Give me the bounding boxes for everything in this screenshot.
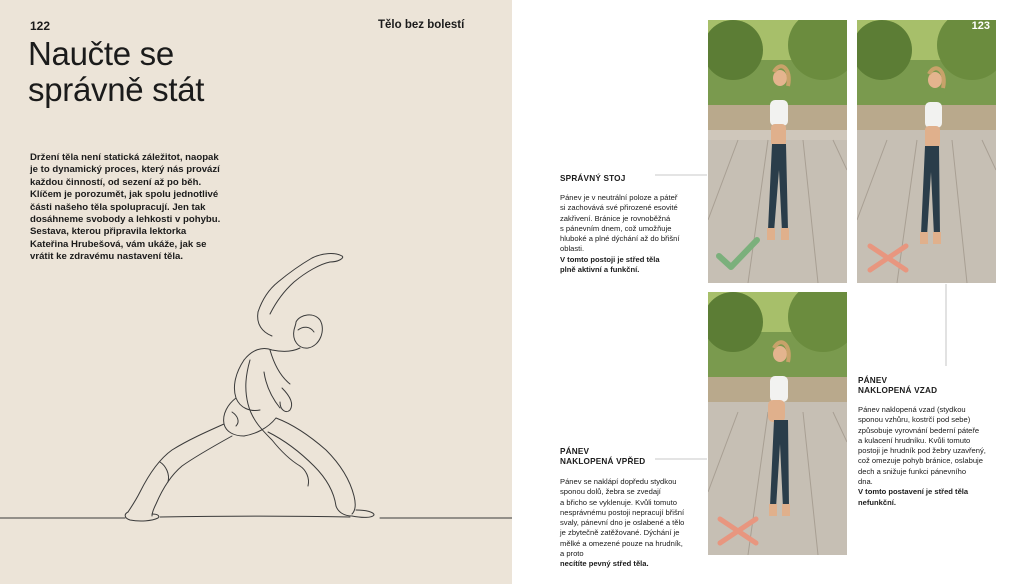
text-line: hluboké a plné dýchání až do břišní — [560, 234, 680, 244]
connector-line — [655, 454, 709, 464]
heading-line: SPRÁVNÝ STOJ — [560, 174, 626, 183]
intro-line: Držení těla není statická záležitot, naopak — [30, 152, 219, 163]
correct-stance-heading — [560, 174, 626, 184]
intro-line: Kateřina Hrubešová, vám ukáže, jak se — [30, 238, 207, 250]
text-line: což omezuje pohyb bránice, oslabuje — [858, 456, 983, 466]
text-line: a kulacení hrudníku. Kvůli tomuto — [858, 435, 971, 445]
text-line: postoji je hrudník pod žebry uzavřený, — [858, 446, 986, 456]
text-line-bold: necítíte pevný střed těla. — [560, 559, 649, 569]
text-line: dna. — [858, 477, 873, 487]
page-number-left: 122 — [30, 19, 51, 33]
text-line-bold: V tomto postoji je střed těla — [560, 254, 660, 264]
running-head: Tělo bez bolestí — [378, 19, 465, 31]
pelvis-forward-heading — [560, 447, 645, 467]
heading-line: NAKLOPENÁ VZAD — [858, 386, 938, 395]
heading-line: PÁNEV — [560, 447, 590, 456]
title-line: Naučte se — [28, 35, 174, 72]
connector-line — [655, 170, 709, 180]
pelvis-forward-text — [560, 477, 684, 570]
text-line: a břicho se vyklenuje. Kvůli tomuto — [560, 497, 677, 507]
page-title — [28, 36, 204, 108]
cross-icon — [716, 515, 760, 547]
page-number-right: 123 — [971, 20, 990, 32]
title-line: správně stát — [28, 71, 205, 108]
heading-line: NAKLOPENÁ VPŘED — [560, 457, 646, 466]
text-line: zakřivení. Bránice je rovnoběžná — [560, 213, 671, 223]
text-line: oblasti. — [560, 244, 585, 254]
connector-line — [942, 284, 950, 368]
intro-line: Sestava, kterou připravila lektorka — [30, 226, 187, 238]
intro-line: vrátit ke zdravému nastavení těla. — [30, 251, 184, 263]
text-line: dech a snižuje funkci pánevního — [858, 466, 967, 476]
text-line-bold: nefunkční. — [858, 497, 896, 507]
intro-line: každou činností, od sezení až po běh. — [30, 176, 202, 188]
text-line: a proto — [560, 549, 584, 559]
pelvis-back-heading — [858, 376, 937, 396]
text-line-bold: V tomto postavení je střed těla — [858, 487, 969, 497]
intro-line: dosáhneme svobody a lehkosti v pohybu. — [30, 214, 221, 226]
intro-line: části našeho těla spolupracují. Jen tak — [30, 201, 206, 213]
text-line: je zbytečně zatěžované. Dýchání je — [560, 528, 680, 538]
check-icon — [715, 236, 761, 272]
pelvis-back-text — [858, 405, 986, 508]
text-line: s pánevním dnem, což umožňuje — [560, 223, 672, 233]
cross-icon — [866, 242, 910, 274]
text-line: Pánev naklopená vzad (stydkou — [858, 405, 966, 414]
text-line: svaly, pánevní dno je oslabené a tělo — [560, 518, 685, 528]
intro-line: je to dynamický proces, který nás provází — [30, 164, 220, 176]
text-line: Pánev se naklápí dopředu stydkou — [560, 477, 677, 486]
correct-stance-text — [560, 193, 679, 275]
text-line: sponou dolů, žebra se zvedají — [560, 487, 661, 497]
text-line: sponou vzhůru, kostrčí pod sebe) — [858, 415, 971, 425]
text-line: si zachovává své přirozené esovité — [560, 203, 678, 213]
text-line: způsobuje vyrovnání bederní páteře — [858, 425, 980, 435]
text-line: Pánev je v neutrální poloze a páteř — [560, 193, 678, 202]
text-line-bold: plně aktivní a funkční. — [560, 265, 640, 275]
text-line: nesprávnému postoji nepracují břišní — [560, 507, 685, 517]
yoga-pose-line-drawing — [0, 240, 512, 540]
intro-line: Klíčem je porozumět, jak spolu jednotlivé — [30, 189, 219, 201]
heading-line: PÁNEV — [858, 376, 888, 385]
text-line: mělké a omezené pouze na hrudník, — [560, 538, 683, 548]
